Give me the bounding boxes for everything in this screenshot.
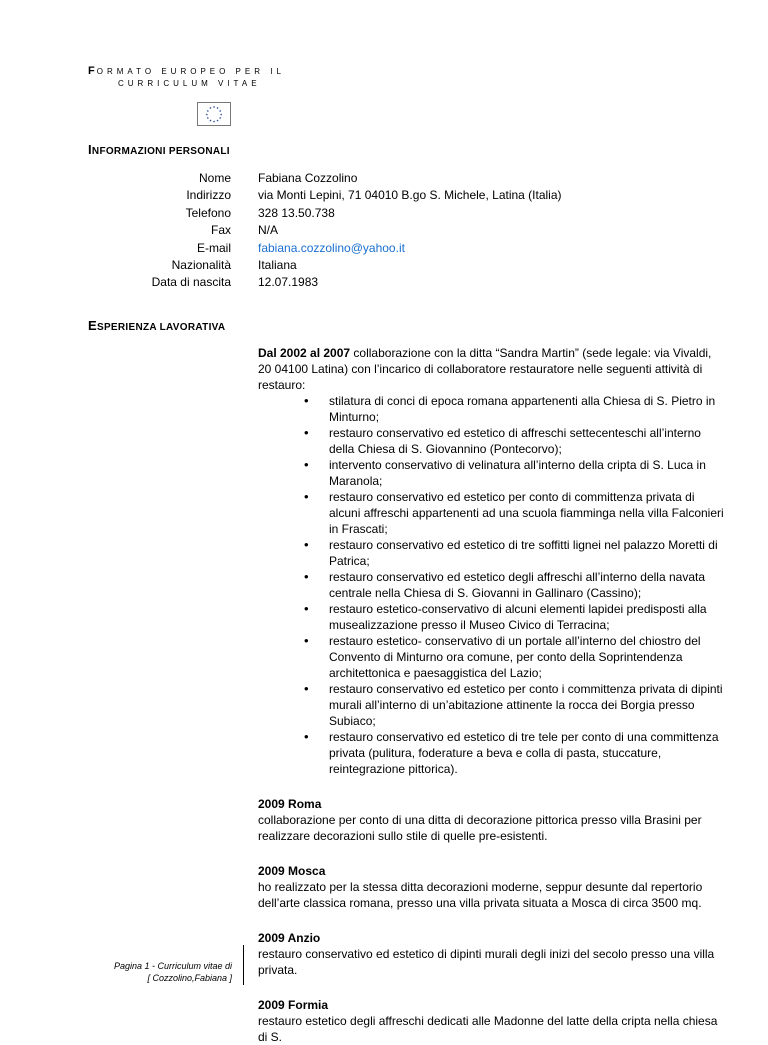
- experience-intro: Dal 2002 al 2007 collaborazione con la ditta “Sandra Martin” (sede legale: via Vivaldi, 20 04100 Latina) con l’incarico di collaboratore restauratore nelle seguenti attività di restauro:: [258, 346, 712, 392]
- cv-header-line2: CURRICULUM VITAE: [118, 79, 261, 88]
- section-title-personal: INFORMAZIONI PERSONALI: [88, 142, 230, 157]
- experience-content: [258, 345, 724, 1045]
- experience-list: [258, 393, 724, 777]
- entry-text: ho realizzato per la stessa ditta decorazioni moderne, seppur desunte dal repertorio dell’arte classica romana, presso una villa privata situata a Mosca di circa 3500 mq.: [258, 880, 703, 910]
- page-footer: [100, 960, 232, 984]
- value-nazionalita: Italiana: [258, 258, 297, 273]
- list-item: • restauro conservativo ed estetico di affreschi settecenteschi all’interno della Chiesa di S. Giovannino (Pontecorvo);: [329, 425, 724, 457]
- entry-text: restauro conservativo ed estetico di dipinti murali degli inizi del secolo presso una villa privata.: [258, 947, 715, 977]
- experience-entry-mosca: [258, 863, 724, 911]
- svg-text:★: ★: [218, 108, 222, 113]
- cv-header-line1: FORMATO EUROPEO PER IL: [88, 65, 285, 77]
- label-data-nascita: Data di nascita: [151, 275, 231, 290]
- experience-entry-formia: [258, 997, 724, 1045]
- entry-title: 2009 Anzio: [258, 931, 321, 945]
- value-nome: Fabiana Cozzolino: [258, 171, 358, 185]
- svg-text:★: ★: [212, 119, 216, 124]
- personal-labels: [90, 170, 231, 292]
- eu-stars-icon: [198, 103, 230, 125]
- svg-text:★: ★: [216, 118, 220, 123]
- experience-entry-roma: [258, 796, 724, 844]
- entry-text: collaborazione per conto di una ditta di decorazione pittorica presso villa Brasini per realizzare decorazioni sullo stile di quelle pre-esistenti.: [258, 813, 702, 843]
- list-item: • restauro conservativo ed estetico di tre tele per conto di una committenza privata (pulitura, foderature a beva e colla di pasta, stuccature, reintegrazione pittorica).: [329, 729, 724, 777]
- svg-text:★: ★: [208, 106, 212, 111]
- entry-title: 2009 Roma: [258, 797, 322, 811]
- label-nome: Nome: [198, 171, 231, 185]
- entry-title: 2009 Formia: [258, 998, 329, 1012]
- value-indirizzo: via Monti Lepini, 71 04010 B.go S. Michele, Latina (Italia): [258, 188, 562, 203]
- value-telefono: 328 13.50.738: [258, 205, 335, 220]
- footer-line1: Pagina 1 - Curriculum vitae di: [113, 961, 232, 971]
- list-item: • restauro conservativo ed estetico per conto di committenza privata di alcuni affreschi appartenenti ad una scuola fiamminga nella villa Falconieri in Frascati;: [329, 489, 724, 537]
- svg-text:★: ★: [205, 112, 209, 117]
- value-data-nascita: 12.07.1983: [258, 275, 319, 290]
- footer-line2: [ Cozzolino,Fabiana ]: [147, 973, 232, 983]
- list-item: • intervento conservativo di velinatura all’interno della cripta di S. Luca in Maranola;: [329, 457, 724, 489]
- personal-values: [258, 170, 562, 292]
- list-item: • restauro estetico- conservativo di un portale all’interno del chiostro del Convento di Minturno ora comune, per conto della Soprintendenza architettonica e paesaggistica del Lazio;: [329, 633, 724, 681]
- label-indirizzo: Indirizzo: [186, 188, 231, 203]
- entry-title: 2009 Mosca: [258, 864, 326, 878]
- list-item: • stilatura di conci di epoca romana appartenenti alla Chiesa di S. Pietro in Minturno;: [329, 393, 724, 425]
- svg-text:★: ★: [218, 116, 222, 120]
- entry-text: restauro estetico degli affreschi dedicati alle Madonne del latte della cripta nella chiesa di S.: [258, 1014, 718, 1044]
- section-title-experience: ESPERIENZA LAVORATIVA: [88, 318, 226, 333]
- eu-flag-icon: [197, 102, 231, 126]
- svg-text:★: ★: [219, 112, 223, 117]
- list-item: • restauro conservativo ed estetico degli affreschi all’interno della navata centrale nella Chiesa di S. Giovanni in Gallinaro (Cassino);: [329, 569, 724, 601]
- list-item: • restauro estetico-conservativo di alcuni elementi lapidei predisposti alla musealizzazione presso il Museo Civico di Terracina;: [329, 601, 724, 633]
- experience-entry-anzio: [258, 930, 724, 978]
- value-fax: N/A: [258, 223, 279, 238]
- list-item: • restauro conservativo ed estetico di tre soffitti lignei nel palazzo Moretti di Patrica;: [329, 537, 724, 569]
- footer-divider: [243, 945, 244, 985]
- svg-text:★: ★: [212, 105, 216, 110]
- label-email: E-mail: [196, 240, 231, 255]
- svg-text:★: ★: [206, 108, 210, 113]
- svg-text:★: ★: [208, 118, 212, 123]
- label-nazionalita: Nazionalità: [171, 258, 231, 273]
- label-telefono: Telefono: [185, 205, 231, 220]
- svg-text:★: ★: [206, 116, 210, 120]
- label-fax: Fax: [210, 223, 231, 238]
- svg-text:★: ★: [216, 106, 220, 111]
- list-item: • restauro conservativo ed estetico per conto i committenza privata di dipinti murali all’interno di un’abitazione attinente la rocca dei Borgia presso Subiaco;: [329, 681, 724, 729]
- email-link[interactable]: fabiana.cozzolino@yahoo.it: [258, 240, 405, 255]
